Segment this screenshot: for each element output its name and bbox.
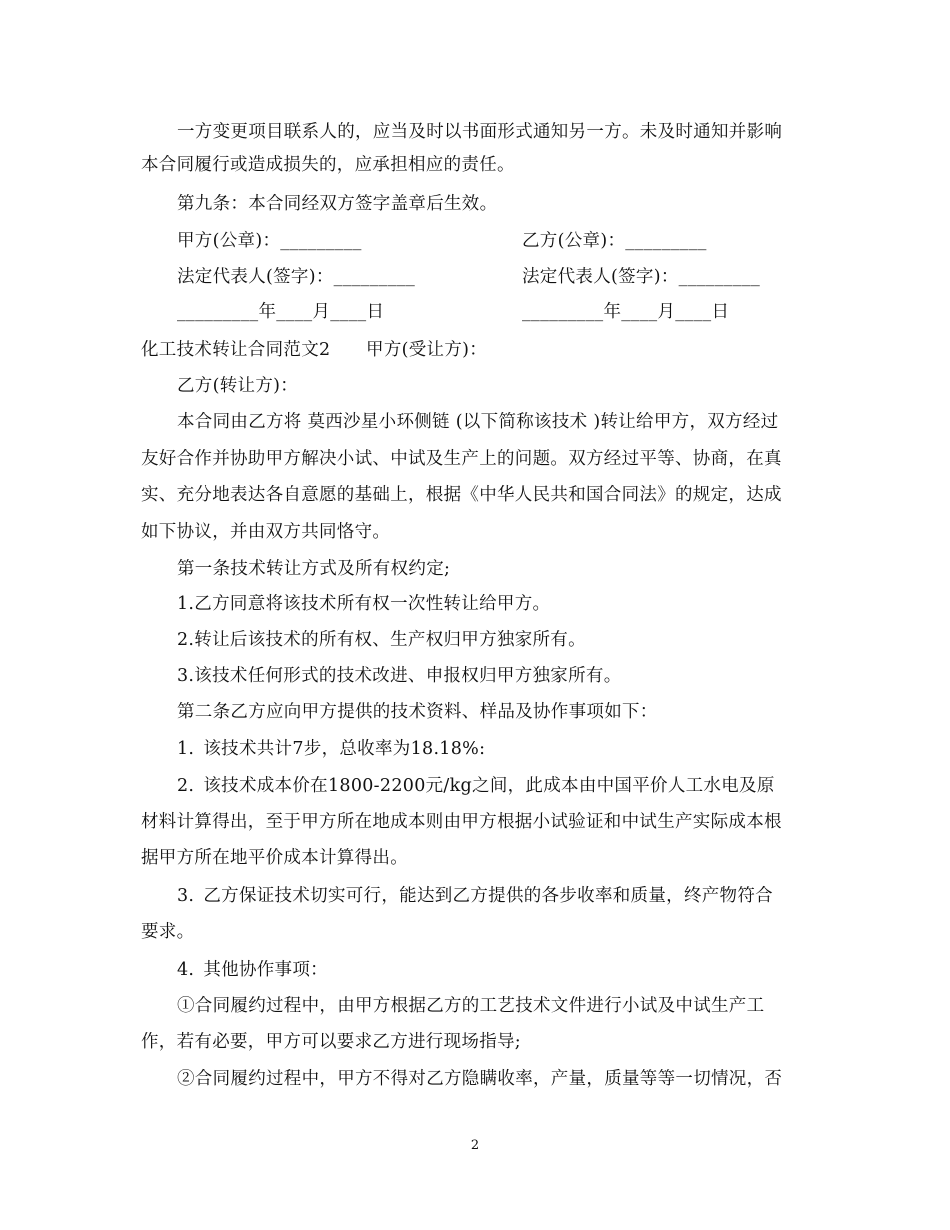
text-line: 要求。 bbox=[141, 922, 195, 942]
text-line: 2.转让后该技术的所有权、生产权归甲方独家所有。 bbox=[177, 630, 586, 650]
text-line: 第九条：本合同经双方签字盖章后生效。 bbox=[177, 194, 498, 214]
text-line: 2. 该技术成本价在1800-2200元/kg之间，此成本由中国平价人工水电及原 bbox=[177, 776, 775, 796]
party-a-representative: 法定代表人(签字)：_________ bbox=[177, 267, 416, 287]
party-b-representative: 法定代表人(签字)：_________ bbox=[522, 267, 761, 287]
text-line: 第二条乙方应向甲方提供的技术资料、样品及协作事项如下： bbox=[177, 702, 658, 722]
text-line: 1. 该技术共计7步，总收率为18.18%: bbox=[177, 739, 486, 759]
text-line: 如下协议，并由双方共同恪守。 bbox=[141, 522, 391, 542]
section-title: 化工技术转让合同范文2 甲方(受让方)： bbox=[141, 340, 488, 360]
text-line: 乙方(转让方)： bbox=[177, 376, 299, 396]
text-line: 3.该技术任何形式的技术改进、申报权归甲方独家所有。 bbox=[177, 666, 622, 686]
party-a-seal: 甲方(公章)：_________ bbox=[177, 231, 362, 251]
text-line: 作，若有必要，甲方可以要求乙方进行现场指导; bbox=[141, 1032, 521, 1052]
party-b-seal: 乙方(公章)：_________ bbox=[522, 231, 707, 251]
text-line: 本合同履行或造成损失的，应承担相应的责任。 bbox=[141, 155, 515, 175]
text-line: 实、充分地表达各自意愿的基础上，根据《中华人民共和国合同法》的规定，达成 bbox=[141, 485, 782, 505]
text-line: 一方变更项目联系人的，应当及时以书面形式通知另一方。未及时通知并影响 bbox=[177, 122, 783, 142]
text-line: 材料计算得出，至于甲方所在地成本则由甲方根据小试验证和中试生产实际成本根 bbox=[141, 812, 782, 832]
text-line: 友好合作并协助甲方解决小试、中试及生产上的问题。双方经过平等、协商，在真 bbox=[141, 449, 782, 469]
party-a-date: _________年____月____日 bbox=[177, 302, 385, 322]
party-b-date: _________年____月____日 bbox=[522, 302, 730, 322]
text-line: 第一条技术转让方式及所有权约定; bbox=[177, 559, 451, 579]
text-line: ②合同履约过程中，甲方不得对乙方隐瞒收率，产量，质量等等一切情况，否 bbox=[177, 1069, 783, 1089]
text-line: 4. 其他协作事项： bbox=[177, 960, 328, 980]
text-line: 本合同由乙方将 莫西沙星小环侧链 (以下简称该技术 )转让给甲方，双方经过 bbox=[177, 412, 779, 432]
text-line: ①合同履约过程中，由甲方根据乙方的工艺技术文件进行小试及中试生产工 bbox=[177, 996, 765, 1016]
text-line: 3. 乙方保证技术切实可行，能达到乙方提供的各步收率和质量，终产物符合 bbox=[177, 886, 773, 906]
text-line: 据甲方所在地平价成本计算得出。 bbox=[141, 848, 408, 868]
text-line: 1.乙方同意将该技术所有权一次性转让给甲方。 bbox=[177, 594, 551, 614]
page-number: 2 bbox=[470, 1138, 480, 1153]
